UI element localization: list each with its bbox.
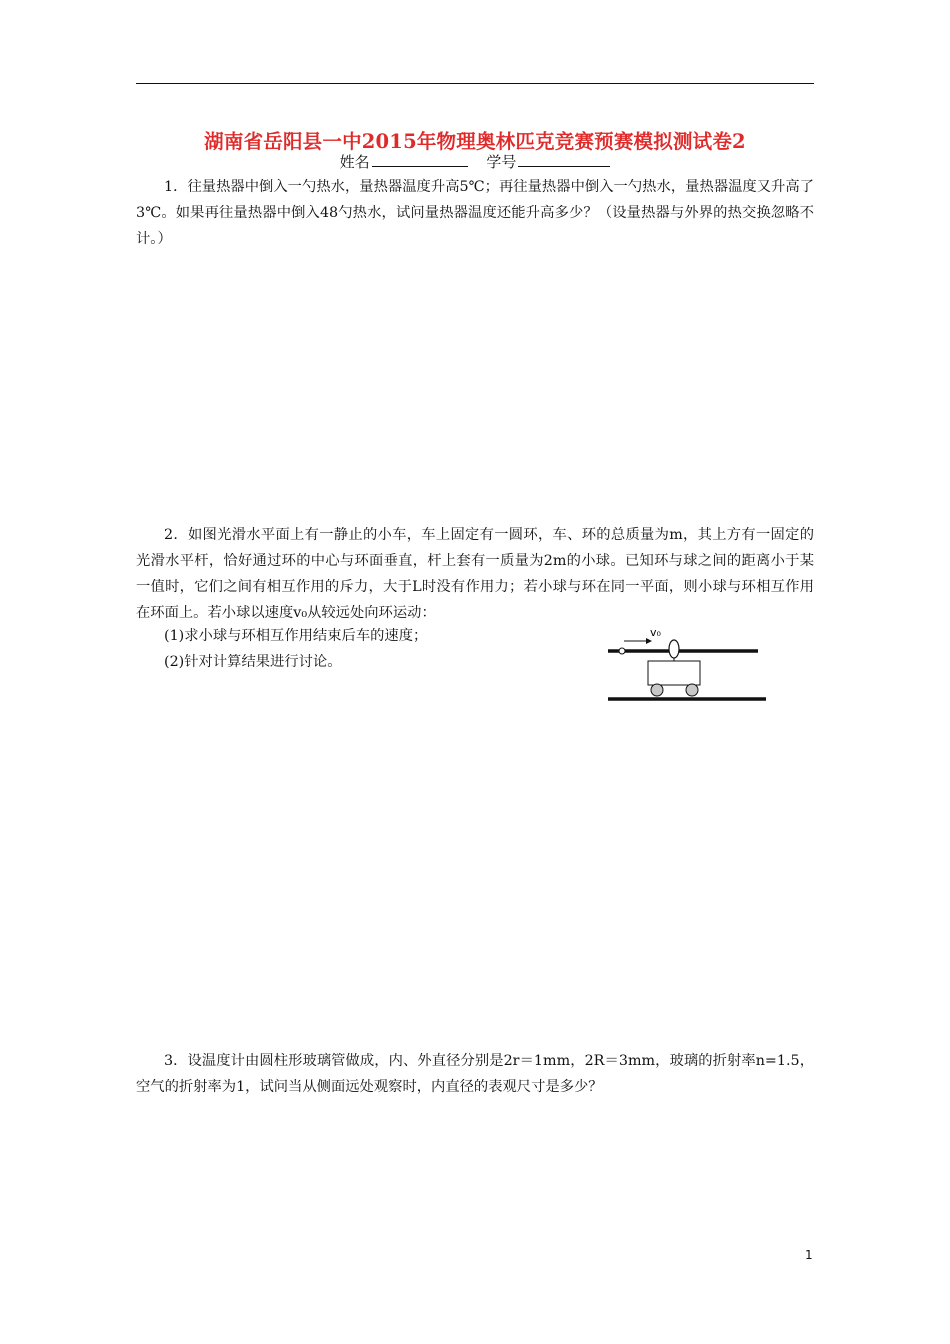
small-ball	[619, 648, 625, 654]
cart-wheel-right	[686, 684, 698, 696]
question-2: 2．如图光滑水平面上有一静止的小车，车上固定有一圆环，车、环的总质量为m，其上方有一固定的光滑水平杆，恰好通过环的中心与环面垂直，杆上套有一质量为2m的小球。已知环与球之间的距离小于某一值时，它们之间有相互作用的斥力，大于L时没有作用力；若小球与环在同一平面，则小球与环相互作用在环面上。若小球以速度v₀从较远处向环运动：	[136, 527, 814, 621]
name-blank[interactable]	[372, 152, 468, 167]
cart-body	[648, 661, 700, 685]
cart-ring-diagram	[600, 622, 772, 706]
question-2-part-1: (1)求小球与环相互作用结束后车的速度；	[164, 628, 428, 644]
student-id-blank[interactable]	[518, 152, 610, 167]
question-1: 1．往量热器中倒入一勺热水，量热器温度升高5℃；再往量热器中倒入一勺热水，量热器温度又升高了3℃。如果再往量热器中倒入48勺热水，试问量热器温度还能升高多少？（设量热器与外界的热交换忽略不计。）	[136, 179, 814, 247]
name-label: 姓名	[339, 153, 370, 171]
header-rule	[136, 83, 814, 84]
question-2-part-2: (2)针对计算结果进行讨论。	[164, 654, 342, 670]
ring	[669, 640, 679, 658]
cart-wheel-left	[651, 684, 663, 696]
question-3: 3．设温度计由圆柱形玻璃管做成，内、外直径分别是2r＝1mm，2R＝3mm，玻璃的折射率n=1.5，空气的折射率为1，试问当从侧面远处观察时，内直径的表观尺寸是多少？	[136, 1053, 814, 1095]
page-number: 1	[805, 1248, 813, 1262]
student-info-fields	[136, 151, 814, 172]
page-title: 湖南省岳阳县一中2015年物理奥林匹克竞赛预赛模拟测试卷2	[204, 130, 746, 153]
velocity-label: v₀	[650, 626, 661, 639]
student-id-label: 学号	[486, 153, 517, 171]
